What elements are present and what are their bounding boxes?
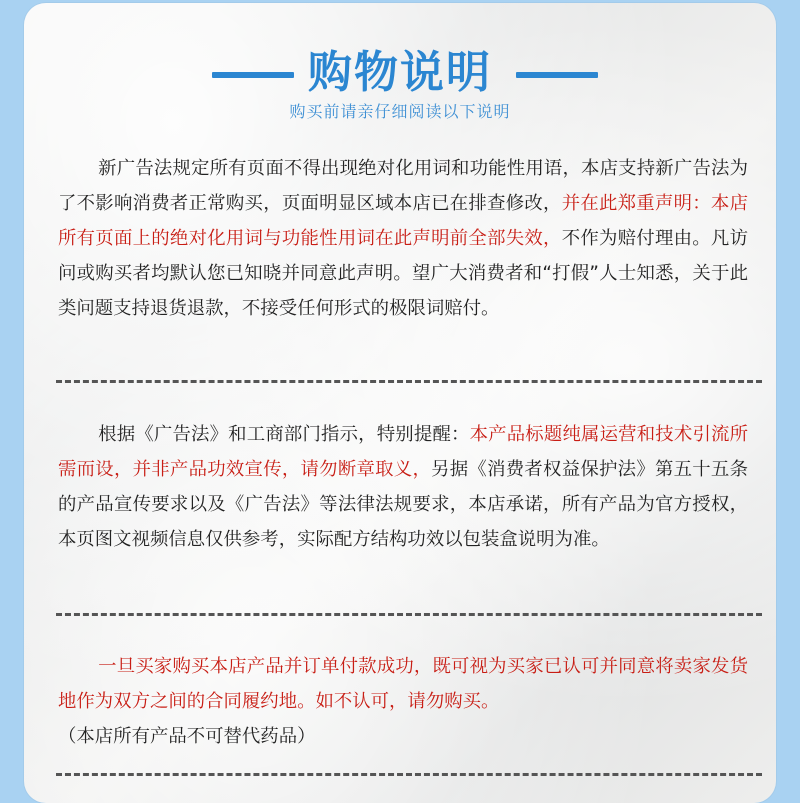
- paragraph-1-text-b: 不作为赔付理由。凡访问或购买者均默认您已知晓并同意此声明。望广大消费者和“打假”人士知悉，关于此类问题支持退货退款，不接受任何形式的极限词赔付。: [58, 228, 748, 319]
- title-right-line: [516, 72, 598, 78]
- disclaimer-paragraph-3: [58, 649, 748, 754]
- dashed-divider-3: [56, 773, 762, 776]
- paragraph-3-highlight: 一旦买家购买本店产品并订单付款成功，既可视为买家已认可并同意将卖家发货地作为双方之间的合同履约地。如不认可，请勿购买。: [58, 656, 748, 712]
- paragraph-1-highlight: 并在此郑重声明：本店所有页面上的绝对化用词与功能性用词在此声明前全部失效，: [58, 193, 748, 249]
- medicine-note: （本店所有产品不可替代药品）: [58, 726, 316, 747]
- notice-card: [24, 3, 776, 803]
- dashed-divider-1: [56, 380, 762, 383]
- disclaimer-paragraph-1: [58, 151, 748, 326]
- title-block: [24, 45, 776, 101]
- paragraph-2-highlight: 本产品标题纯属运营和技术引流所需而设，并非产品功效宣传，请勿断章取义，: [58, 424, 748, 480]
- page-title: 购物说明: [308, 47, 492, 98]
- disclaimer-paragraph-2: [58, 417, 748, 557]
- paragraph-2-text-a: 根据《广告法》和工商部门指示，特别提醒：: [98, 424, 470, 445]
- dashed-divider-2: [56, 613, 762, 616]
- paragraph-2-text-b: 另据《消费者权益保护法》第五十五条的产品宣传要求以及《广告法》等法律法规要求，本店承诺，所有产品为官方授权，本页图文视频信息仅供参考，实际配方结构功效以包装盒说明为准。: [58, 459, 748, 550]
- paragraph-1-text-a: 新广告法规定所有页面不得出现绝对化用词和功能性用语，本店支持新广告法为了不影响消费者正常购买，页面明显区域本店已在排查修改，: [58, 158, 748, 214]
- page-subtitle: 购买前请亲仔细阅读以下说明: [289, 102, 511, 121]
